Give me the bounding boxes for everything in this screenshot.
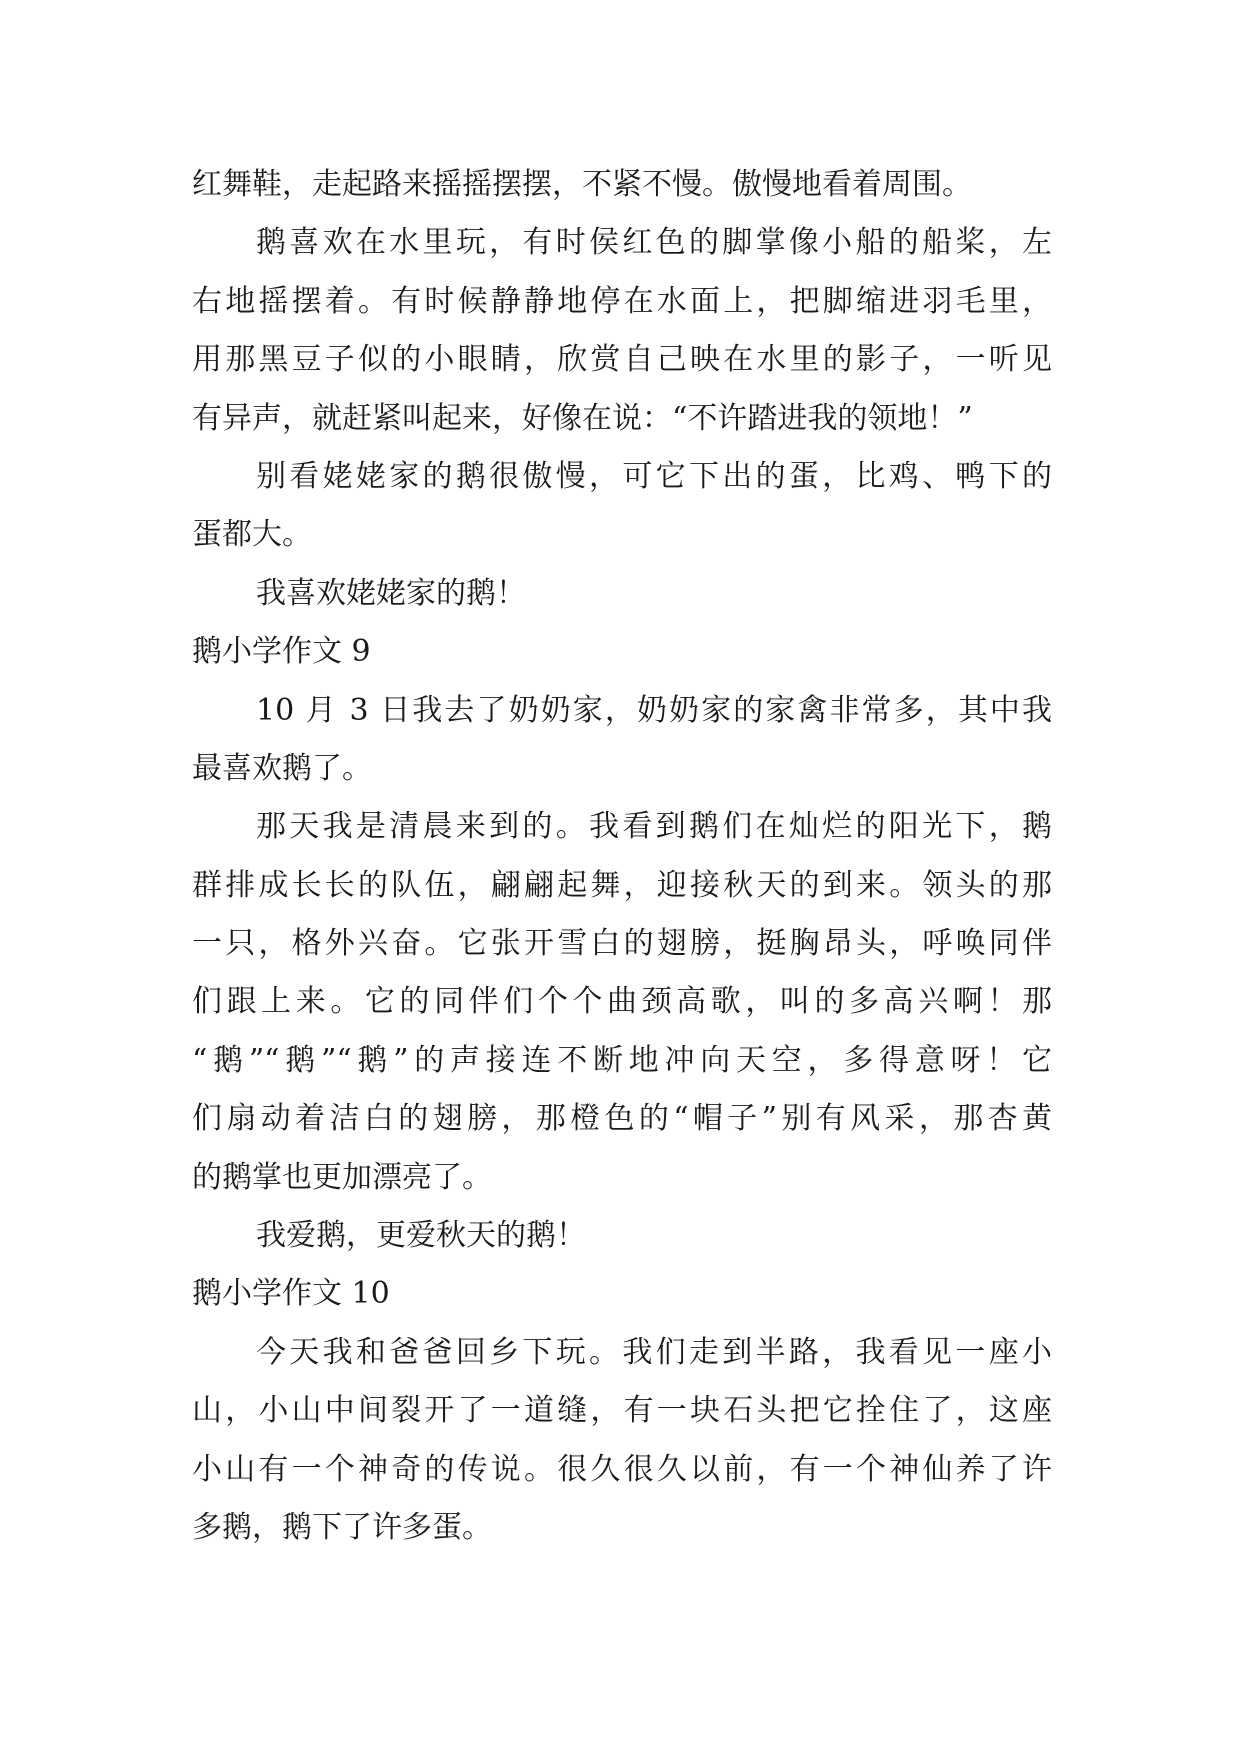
section-heading: 鹅小学作文 9: [192, 634, 371, 670]
text-line: 红舞鞋，走起路来摇摇摆摆，不紧不慢。傲慢地看着周围。: [192, 167, 972, 202]
text-line: 们跟上来。它的同伴们个个曲颈高歌，叫的多高兴啊！那: [192, 984, 1052, 1020]
text-line: 我爱鹅，更爱秋天的鹅！: [256, 1218, 586, 1254]
paragraph: [192, 1324, 1052, 1558]
text-line: 群排成长长的队伍，翩翩起舞，迎接秋天的到来。领头的那: [192, 867, 1052, 903]
paragraph: [192, 156, 1052, 214]
paragraph: [192, 798, 1052, 1207]
text-line: 山，小山中间裂开了一道缝，有一块石头把它拴住了，这座: [192, 1393, 1052, 1429]
text-line: 10 月 3 日我去了奶奶家，奶奶家的家禽非常多，其中我: [256, 692, 1052, 728]
text-line: 用那黑豆子似的小眼睛，欣赏自己映在水里的影子，一听见: [192, 342, 1052, 378]
paragraph: [192, 682, 1052, 799]
paragraph: [192, 565, 1052, 623]
text-line: 有异声，就赶紧叫起来，好像在说：“不许踏进我的领地！”: [192, 400, 973, 436]
text-line: 的鹅掌也更加漂亮了。: [192, 1159, 492, 1195]
text-line: 蛋都大。: [192, 517, 312, 553]
paragraph: [192, 448, 1052, 565]
document-page: [192, 156, 1052, 1557]
text-line: 最喜欢鹅了。: [192, 750, 372, 786]
text-line: 多鹅，鹅下了许多蛋。: [192, 1509, 492, 1545]
text-line: 今天我和爸爸回乡下玩。我们走到半路，我看见一座小: [256, 1334, 1052, 1370]
text-line: “鹅”“鹅”“鹅”的声接连不断地冲向天空，多得意呀！它: [192, 1042, 1052, 1078]
text-line: 一只，格外兴奋。它张开雪白的翅膀，挺胸昂头，呼唤同伴: [192, 926, 1052, 962]
paragraph: [192, 1207, 1052, 1265]
section-heading: 鹅小学作文 10: [192, 1276, 390, 1312]
paragraph: [192, 214, 1052, 448]
text-line: 我喜欢姥姥家的鹅！: [256, 575, 526, 611]
text-line: 那天我是清晨来到的。我看到鹅们在灿烂的阳光下，鹅: [256, 809, 1052, 845]
text-line: 小山有一个神奇的传说。很久很久以前，有一个神仙养了许: [192, 1451, 1052, 1487]
text-line: 鹅喜欢在水里玩，有时侯红色的脚掌像小船的船桨，左: [256, 225, 1052, 261]
text-line: 别看姥姥家的鹅很傲慢，可它下出的蛋，比鸡、鸭下的: [256, 458, 1052, 494]
text-line: 右地摇摆着。有时候静静地停在水面上，把脚缩进羽毛里，: [192, 283, 1052, 319]
text-line: 们扇动着洁白的翅膀，那橙色的“帽子”别有风采，那杏黄: [192, 1101, 1052, 1137]
